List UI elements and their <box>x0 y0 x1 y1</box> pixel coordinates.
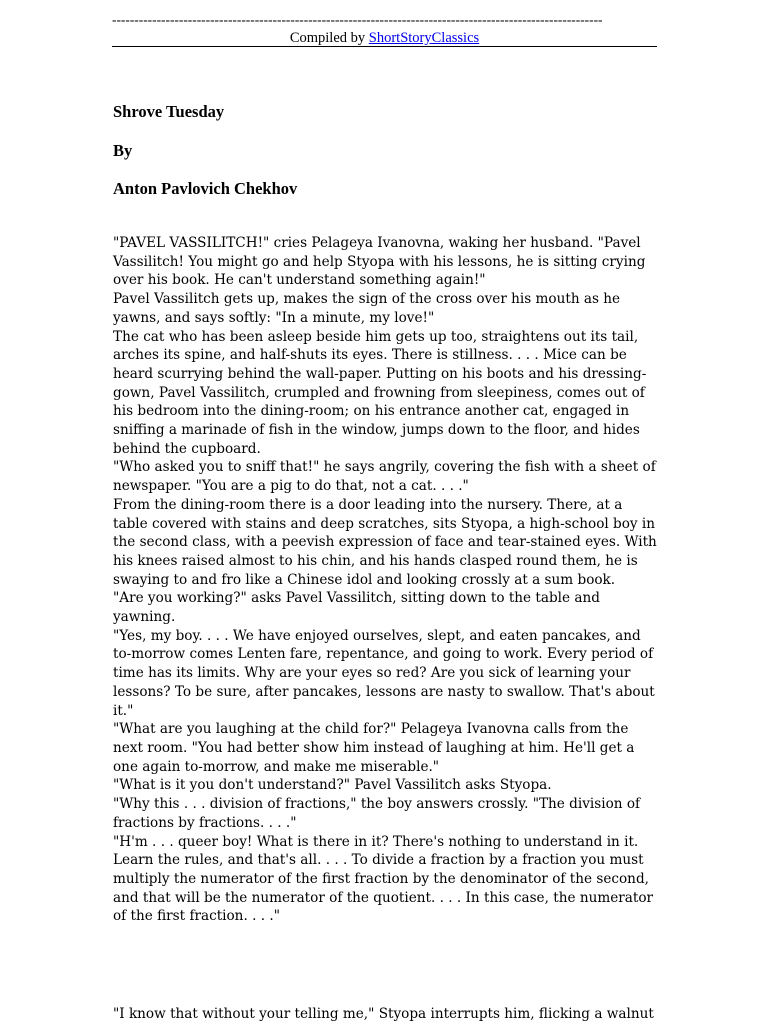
paragraph: "Why this . . . division of fractions," the boy answers crossly. "The division of fractions by fractions. . . ." <box>113 796 641 831</box>
story-title: Shrove Tuesday <box>113 102 225 121</box>
paragraph: "PAVEL VASSILITCH!" cries Pelageya Ivanovna, waking her husband. "Pavel Vassilitch! You might go and help Styopa with his lessons, he is sitting crying over his book. He can't understand something again!" <box>113 235 646 289</box>
paragraph: "Yes, my boy. . . . We have enjoyed ourselves, slept, and eaten pancakes, and to-morrow comes Lenten fare, repentance, and going to work. Every period of time has its limits. Why are your eyes so red? Are you sick of learning your lessons? To be sure, after pancakes, lessons are nasty to swallow. That's about it." <box>113 627 655 719</box>
shortstoryclassics-link[interactable]: ShortStoryClassics <box>368 30 480 46</box>
story-body <box>113 234 661 926</box>
paragraph: "Who asked you to sniff that!" he says angrily, covering the fish with a sheet of newspaper. "You are a pig to do that, not a cat. . . ." <box>113 459 656 495</box>
story-by: By <box>113 141 133 160</box>
paragraph: From the dining-room there is a door leading into the nursery. There, at a table covered with stains and deep scratches, sits Styopa, a high-school boy in the second class, with a peevish expression of face and tear-stained eyes. With his knees raised almost to his chin, and his hands clasped round them, he is swaying to and fro like a Chinese idol and looking crossly at a sum book. <box>113 496 657 588</box>
paragraph: "What is it you don't understand?" Pavel Vassilitch asks Styopa. <box>113 777 552 794</box>
compiled-by-label: Compiled by <box>289 30 369 46</box>
paragraph: Pavel Vassilitch gets up, makes the sign of the cross over his mouth as he yawns, and says softly: "In a minute, my love!" <box>113 291 621 326</box>
paragraph-continuation: "I know that without your telling me," Styopa interrupts him, flicking a walnut <box>113 1006 654 1022</box>
story-author: Anton Pavlovich Chekhov <box>113 179 298 198</box>
compiled-by-line <box>112 29 657 47</box>
paragraph: The cat who has been asleep beside him gets up too, straightens out its tail, arches its spine, and half-shuts its eyes. There is stillness. . . . Mice can be heard scurrying behind the wall-paper. Putting on his boots and his dressing-gown, Pavel Vassilitch, crumpled and frowning from sleepiness, comes out of his bedroom into the dining-room; on his entrance another cat, engaged in sniffing a marinade of fish in the window, jumps down to the floor, and hides behind the cupboard. <box>113 328 647 457</box>
header-dash-line: -------------------------------------------------------------------------------------------------------------- <box>112 12 603 27</box>
paragraph: "What are you laughing at the child for?" Pelageya Ivanovna calls from the next room. "You had better show him instead of laughing at him. He'll get a one again to-morrow, and make me miserable." <box>113 721 635 775</box>
header-rule <box>112 46 657 47</box>
paragraph: "H'm . . . queer boy! What is there in it? There's nothing to understand in it. Learn the rules, and that's all. . . . To divide a fraction by a fraction you must multiply the numerator of the first fraction by the denominator of the second, and that will be the numerator of the quotient. . . . In this case, the numerator of the first fraction. . . ." <box>113 833 654 925</box>
paragraph: "Are you working?" asks Pavel Vassilitch, sitting down to the table and yawning. <box>113 590 600 626</box>
